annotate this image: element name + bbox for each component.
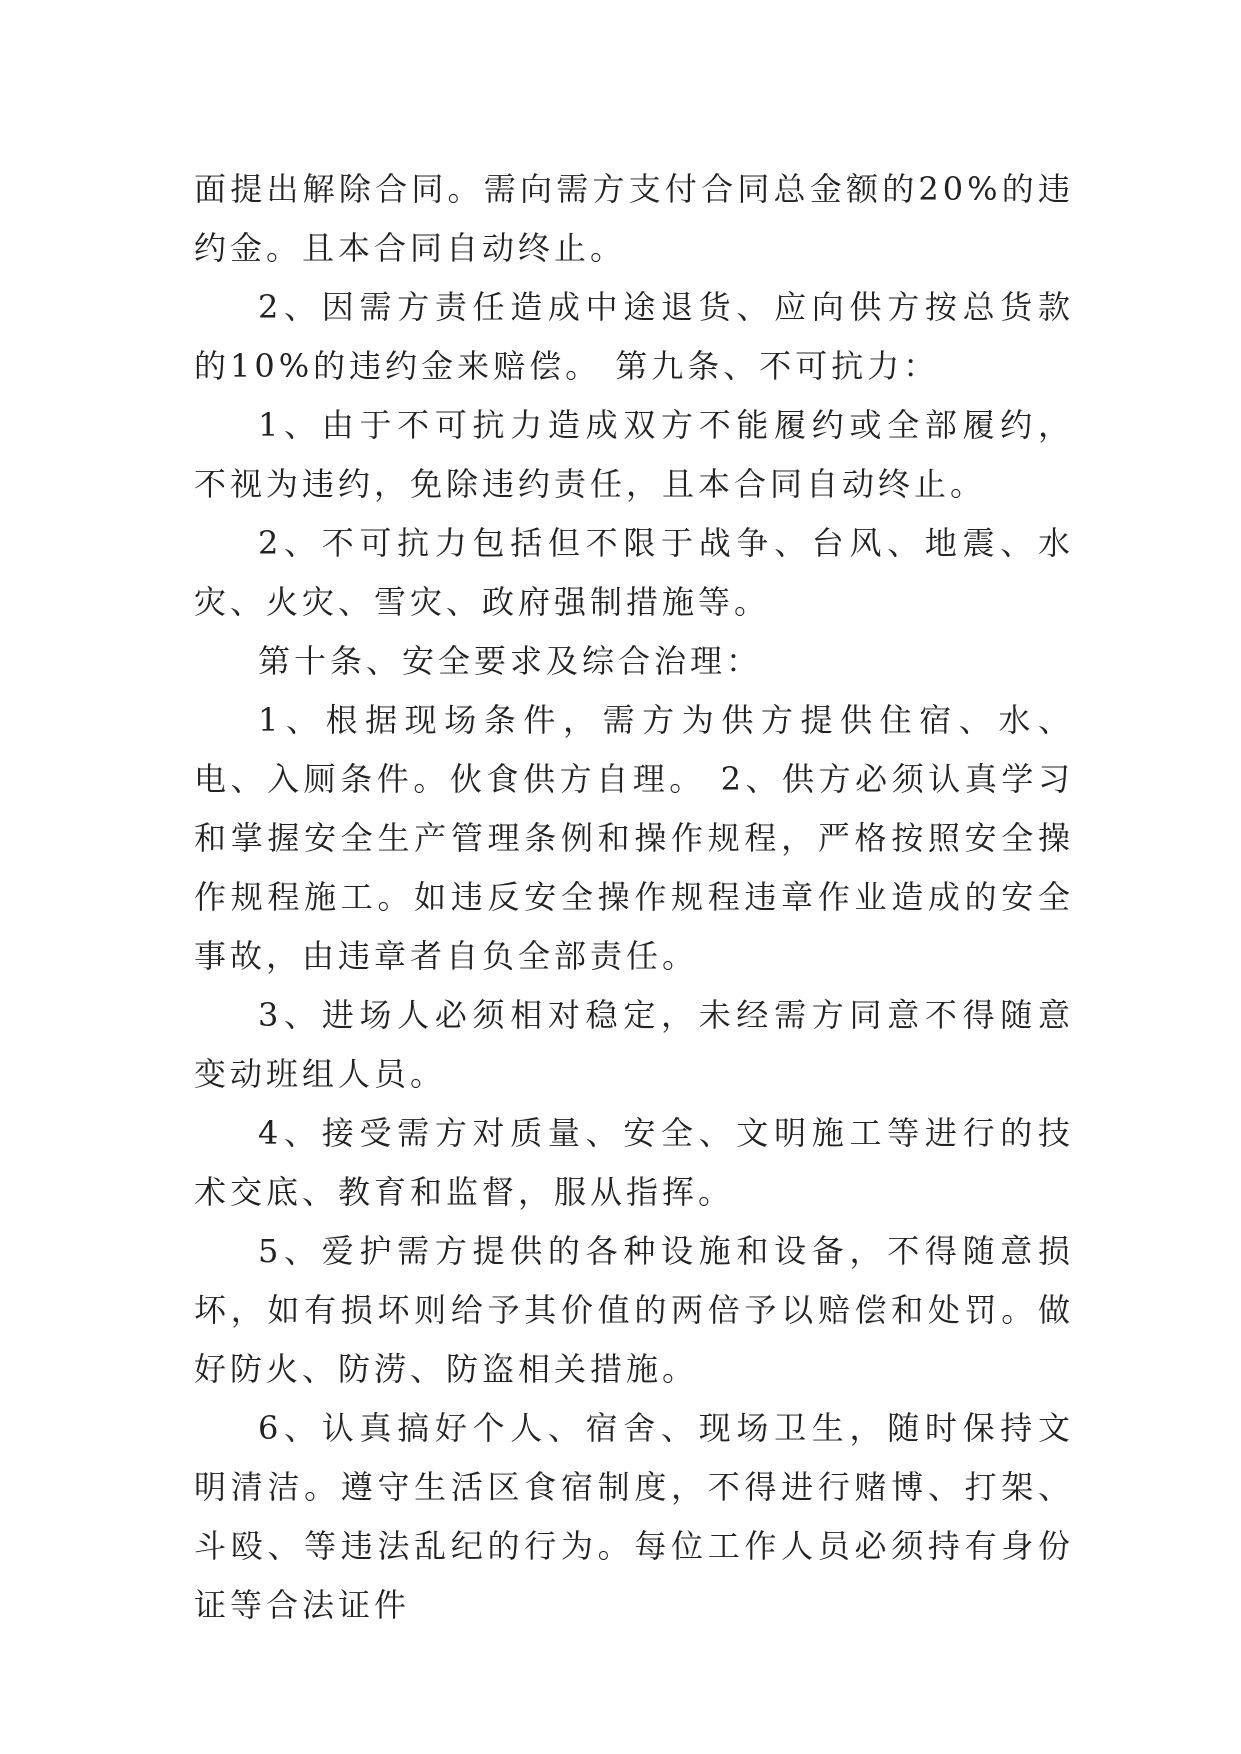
paragraph: 面提出解除合同。需向需方支付合同总金额的20%的违约金。且本合同自动终止。	[194, 170, 1074, 267]
paragraph: 1、由于不可抗力造成双方不能履约或全部履约，不视为违约，免除违约责任，且本合同自动终止。	[194, 406, 1074, 503]
paragraph: 1、根据现场条件，需方为供方提供住宿、水、电、入厕条件。伙食供方自理。 2、供方必须认真学习和掌握安全生产管理条例和操作规程，严格按照安全操作规程施工。如违反安全操作规程违章作业造成的安全事故，由违章者自负全部责任。	[194, 701, 1074, 975]
paragraph: 3、进场人必须相对稳定，未经需方同意不得随意变动班组人员。	[194, 996, 1074, 1093]
paragraph: 2、因需方责任造成中途退货、应向供方按总货款的10%的违约金来赔偿。 第九条、不可抗力：	[194, 288, 1074, 385]
section-heading: 第十条、安全要求及综合治理：	[258, 642, 763, 680]
paragraph: 6、认真搞好个人、宿舍、现场卫生，随时保持文明清洁。遵守生活区食宿制度，不得进行赌博、打架、斗殴、等违法乱纪的行为。每位工作人员必须持有身份证等合法证件	[194, 1409, 1074, 1624]
paragraph: 5、爱护需方提供的各种设施和设备，不得随意损坏，如有损坏则给予其价值的两倍予以赔偿和处罚。做好防火、防涝、防盗相关措施。	[194, 1232, 1074, 1388]
document-body	[194, 160, 1074, 1635]
paragraph: 2、不可抗力包括但不限于战争、台风、地震、水灾、火灾、雪灾、政府强制措施等。	[194, 524, 1074, 621]
paragraph: 4、接受需方对质量、安全、文明施工等进行的技术交底、教育和监督，服从指挥。	[194, 1114, 1074, 1211]
